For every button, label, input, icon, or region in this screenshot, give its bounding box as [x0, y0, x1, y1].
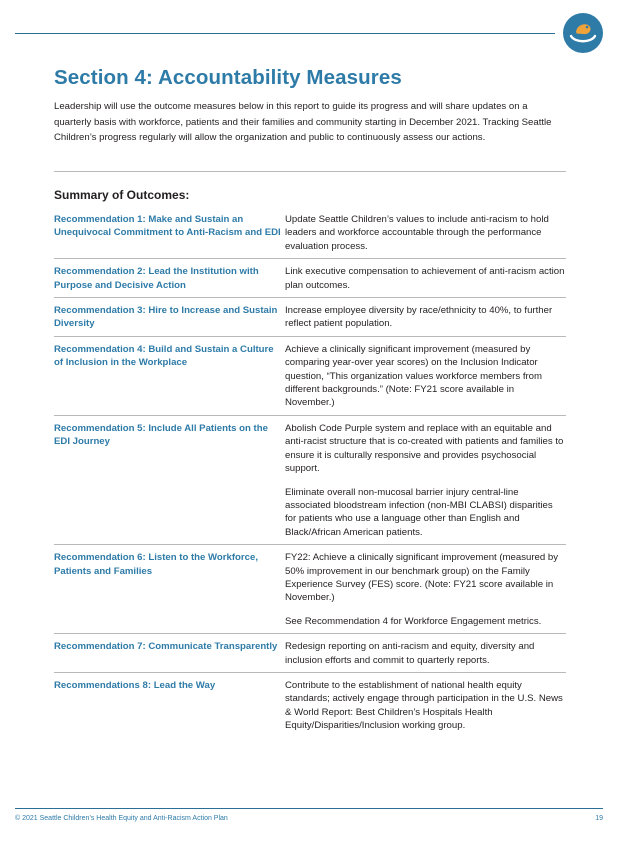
outcome-row [54, 677, 566, 738]
recommendation-label: Recommendations 8: Lead the Way [54, 679, 216, 691]
summary-title: Summary of Outcomes: [54, 188, 190, 202]
outcome-paragraph: Increase employee diversity by race/ethnicity to 40%, to further reflect patient population. [285, 305, 553, 330]
outcome-row [54, 638, 566, 673]
outcome-text [285, 679, 566, 733]
recommendation-label: Recommendation 1: Make and Sustain an Unequivocal Commitment to Anti-Racism and EDI [54, 214, 281, 239]
divider [54, 171, 566, 172]
outcome-text [285, 213, 566, 253]
recommendation-label: Recommendation 7: Communicate Transparently [54, 641, 278, 653]
outcome-row [54, 263, 566, 298]
recommendation-label: Recommendation 6: Listen to the Workforce, Patients and Families [54, 552, 258, 577]
outcome-text [285, 265, 566, 292]
outcome-text [285, 304, 566, 331]
outcome-row [54, 420, 566, 545]
outcome-paragraph: Redesign reporting on anti-racism and equity, diversity and inclusion efforts and commit to quarterly reports. [285, 641, 535, 666]
outcome-paragraph: See Recommendation 4 for Workforce Engagement metrics. [285, 615, 542, 627]
footer-copyright: © 2021 Seattle Children’s Health Equity and Anti-Racism Action Plan [15, 815, 228, 822]
recommendation-label: Recommendation 3: Hire to Increase and Sustain Diversity [54, 305, 278, 330]
recommendation-label: Recommendation 5: Include All Patients on the EDI Journey [54, 422, 268, 448]
outcome-paragraph: Link executive compensation to achievement of anti-racism action plan outcomes. [285, 266, 565, 291]
outcome-paragraph: Contribute to the establishment of national health equity standards; actively engage through participation in the U.S. News & World Report: Best Children’s Hospitals Health Equity/Disparities/Inclusion working group. [285, 679, 563, 732]
outcome-text [285, 640, 566, 667]
outcome-row [54, 302, 566, 337]
outcome-text [285, 343, 566, 410]
outcome-text [285, 422, 566, 539]
outcome-paragraph: Achieve a clinically significant improvement (measured by comparing year-over year scores) on the Inclusion Indicator question, “This organization values workforce members from different backgrounds.” (Note: FY21 score available in November.) [285, 343, 543, 409]
header-rule [15, 33, 555, 34]
outcome-paragraph: Abolish Code Purple system and replace with an equitable and anti-racist structure that is co-created with patients and families to ensure it is culturally responsive and provides psychosocial support. [285, 422, 564, 475]
intro-paragraph: Leadership will use the outcome measures below in this report to guide its progress and will share updates on a quarterly basis with workforce, patients and their families and community starting in December 2021. Tracking Seattle Children’s progress regularly will allow the organization and public to continuously assess our actions. [54, 101, 552, 143]
outcome-text [285, 551, 566, 628]
outcome-row [54, 549, 566, 634]
recommendation-label: Recommendation 4: Build and Sustain a Culture of Inclusion in the Workplace [54, 343, 274, 369]
outcome-paragraph: Update Seattle Children’s values to include anti-racism to hold leaders and workforce accountable through the performance evaluation process. [285, 214, 549, 252]
page-number: 19 [595, 815, 603, 822]
outcomes-table [54, 211, 566, 742]
recommendation-label: Recommendation 2: Lead the Institution with Purpose and Decisive Action [54, 266, 259, 291]
outcome-paragraph: FY22: Achieve a clinically significant improvement (measured by 50% improvement in our benchmark group) on the Family Experience Survey (FES) score. (Note: FY21 score available in November.) [285, 552, 559, 604]
outcome-row [54, 211, 566, 259]
section-title: Section 4: Accountability Measures [54, 66, 402, 89]
outcome-paragraph: Eliminate overall non-mucosal barrier injury central-line associated bloodstream infection (non-MBI CLABSI) disparities for patients who use a language other than English and Black/African American patients. [285, 486, 553, 538]
seattle-childrens-logo-icon [562, 12, 604, 54]
footer-rule [15, 808, 603, 809]
outcome-row [54, 341, 566, 416]
